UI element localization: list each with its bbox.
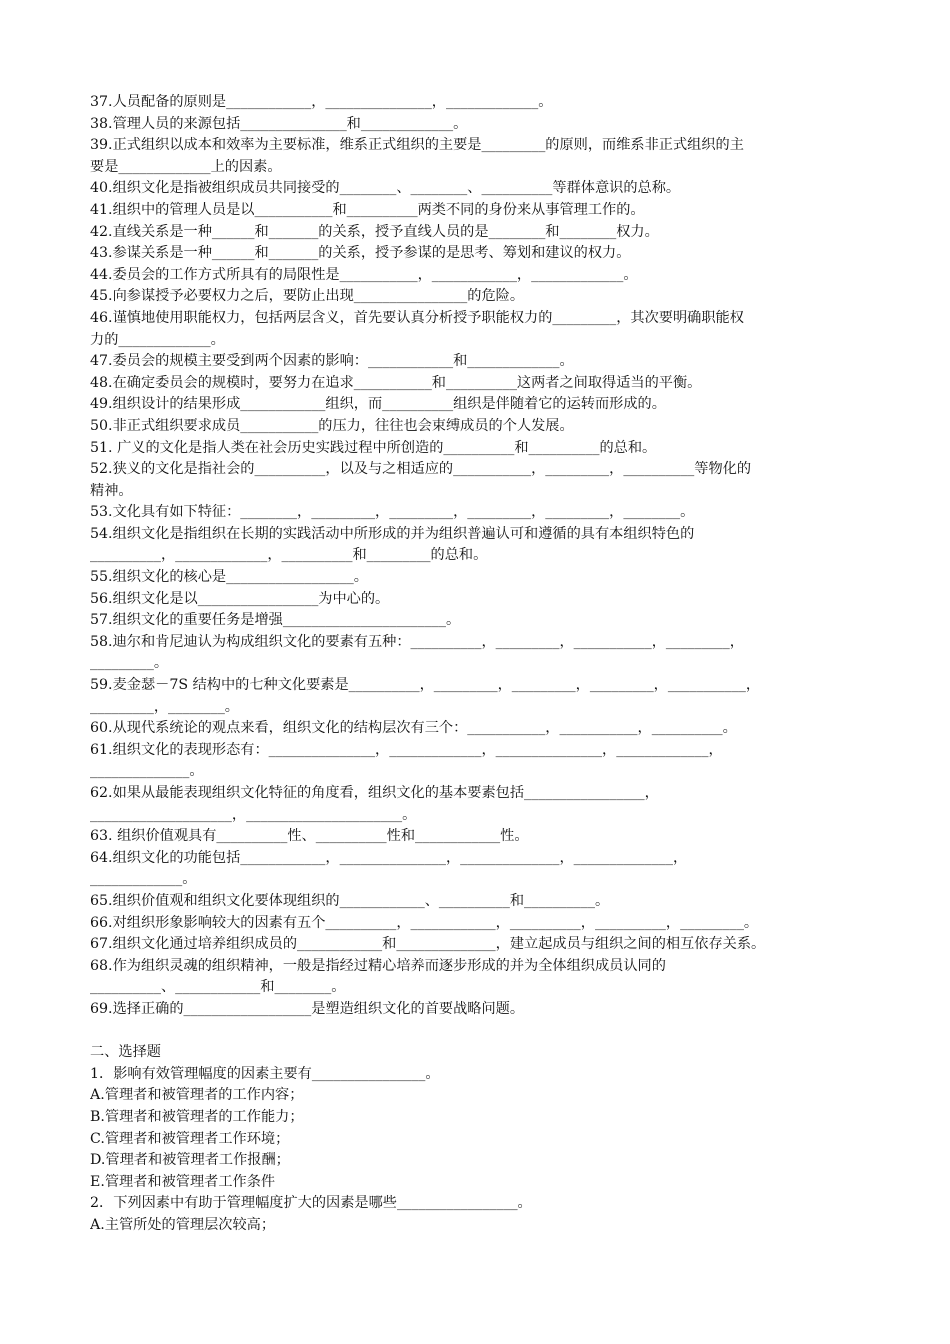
- question-line: 61.组织文化的表现形态有：_______________，_____________，_______________，_____________，: [90, 741, 723, 758]
- question-line: __________，_____________，__________和_________的总和。: [90, 547, 488, 564]
- question-line: _________。: [90, 655, 169, 672]
- question-line: 48.在确定委员会的规模时，要努力在追求___________和__________这两者之间取得适当的平衡。: [90, 374, 702, 391]
- question-line: _____________。: [90, 871, 197, 888]
- question-line: 38.管理人员的来源包括_______________和_____________。: [90, 115, 468, 132]
- question-line: 60.从现代系统论的观点来看，组织文化的结构层次有三个：___________，___________，__________。: [90, 720, 737, 737]
- question-line: ______________。: [90, 763, 204, 780]
- choice-line: C.管理者和被管理者工作环境；: [90, 1130, 290, 1147]
- choice-section: [90, 1064, 862, 1237]
- question-line: 66.对组织形象影响较大的因素有五个__________，____________，__________，__________，_________。: [90, 914, 759, 931]
- question-line: 41.组织中的管理人员是以___________和__________两类不同的身份来从事管理工作的。: [90, 201, 645, 218]
- question-line: 59.麦金瑟－7S 结构中的七种文化要素是__________，_________，_________，_________，___________，: [90, 677, 761, 694]
- question-line: _________，________。: [90, 698, 239, 715]
- document-page: [90, 92, 862, 1236]
- question-line: 53.文化具有如下特征：________，_________，_________，_________，_________，________。: [90, 504, 695, 521]
- question-line: 要是_____________上的因素。: [90, 158, 282, 175]
- question-line: 42.直线关系是一种______和_______的关系，授予直线人员的是________和________权力。: [90, 223, 659, 240]
- question-line: 62.如果从最能表现组织文化特征的角度看，组织文化的基本要素包括_________________，: [90, 785, 659, 801]
- question-line: 55.组织文化的核心是__________________。: [90, 569, 368, 586]
- choice-line: 1．影响有效管理幅度的因素主要有________________。: [90, 1065, 440, 1082]
- choice-section-title: 二、选择题: [90, 1044, 161, 1061]
- section-gap: [90, 1021, 862, 1043]
- question-line: 57.组织文化的重要任务是增强_______________________。: [90, 612, 461, 629]
- question-line: 37.人员配备的原则是____________，_______________，_____________。: [90, 94, 553, 110]
- question-line: ____________________，______________________。: [90, 806, 417, 823]
- question-line: 52.狭义的文化是指社会的__________，以及与之相适应的___________，_________，__________等物化的: [90, 461, 752, 478]
- question-line: 45.向参谋授予必要权力之后，要防止出现________________的危险。: [90, 288, 525, 305]
- question-line: 69.选择正确的__________________是塑造组织文化的首要战略问题。: [90, 1000, 525, 1017]
- fill-in-blank-section: [90, 92, 862, 1021]
- choice-line: A.管理者和被管理者的工作内容；: [90, 1087, 304, 1104]
- question-line: 40.组织文化是指被组织成员共同接受的________、________、__________等群体意识的总称。: [90, 180, 681, 197]
- question-line: 67.组织文化通过培养组织成员的____________和______________，建立起成员与组织之间的相互依存关系。: [90, 936, 766, 953]
- question-line: 65.组织价值观和组织文化要体现组织的____________、__________和__________。: [90, 892, 610, 909]
- question-line: 54.组织文化是指组织在长期的实践活动中所形成的并为组织普遍认可和遵循的具有本组织特色的: [90, 525, 695, 542]
- question-line: 68.作为组织灵魂的组织精神，一般是指经过精心培养而逐步形成的并为全体组织成员认同的: [90, 957, 666, 974]
- question-line: 51. 广义的文化是指人类在社会历史实践过程中所创造的__________和__________的总和。: [90, 439, 657, 456]
- choice-line: A.主管所处的管理层次较高；: [90, 1216, 276, 1233]
- question-line: 56.组织文化是以_________________为中心的。: [90, 590, 390, 607]
- question-line: 精神。: [90, 482, 133, 499]
- question-line: 44.委员会的工作方式所具有的局限性是___________，____________，_____________。: [90, 266, 638, 283]
- choice-line: E.管理者和被管理者工作条件: [90, 1173, 276, 1190]
- choice-line: 2．下列因素中有助于管理幅度扩大的因素是哪些_________________。: [90, 1195, 532, 1212]
- question-line: 63. 组织价值观具有__________性、__________性和____________性。: [90, 828, 529, 845]
- question-line: 49.组织设计的结果形成____________组织，而__________组织是伴随着它的运转而形成的。: [90, 396, 666, 413]
- question-line: 39.正式组织以成本和效率为主要标准，维系正式组织的主要是_________的原则，而维系非正式组织的主: [90, 137, 744, 154]
- question-line: 46.谨慎地使用职能权力，包括两层含义，首先要认真分析授予职能权力的_________，其次要明确职能权: [90, 309, 744, 326]
- question-line: 力的_____________。: [90, 331, 225, 348]
- question-line: 43.参谋关系是一种______和_______的关系，授予参谋的是思考、筹划和建议的权力。: [90, 245, 631, 262]
- choice-line: B.管理者和被管理者的工作能力；: [90, 1108, 304, 1125]
- question-line: 64.组织文化的功能包括____________，_______________，______________，______________，: [90, 849, 688, 866]
- question-line: __________、____________和________。: [90, 979, 346, 996]
- question-line: 50.非正式组织要求成员___________的压力，往往也会束缚成员的个人发展。: [90, 417, 574, 434]
- choice-line: D.管理者和被管理者工作报酬；: [90, 1152, 290, 1169]
- question-line: 47.委员会的规模主要受到两个因素的影响：____________和_____________。: [90, 353, 574, 370]
- question-line: 58.迪尔和肯尼迪认为构成组织文化的要素有五种：__________，_________，___________，_________，: [90, 633, 744, 650]
